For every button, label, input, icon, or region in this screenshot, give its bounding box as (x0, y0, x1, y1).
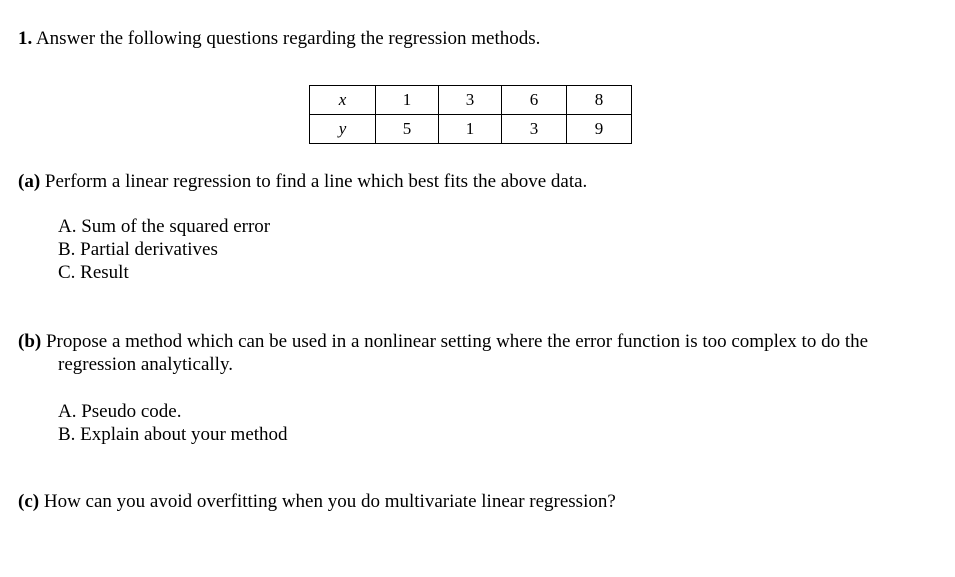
part-b-text-line2: regression analytically. (58, 354, 233, 375)
part-b-question (18, 331, 868, 353)
table-cell: 9 (567, 115, 632, 144)
question-number: 1. (18, 28, 33, 49)
table-row-y (310, 115, 632, 144)
table-cell: 5 (376, 115, 439, 144)
part-b-text-line1: Propose a method which can be used in a nonlinear setting where the error function is too complex to do the (41, 331, 869, 352)
list-item: B. Partial derivatives (58, 239, 218, 260)
list-item: A. Pseudo code. (58, 401, 182, 422)
question-heading (18, 28, 540, 50)
part-a-text: Perform a linear regression to find a line which best fits the above data. (40, 171, 588, 192)
table-cell: 1 (376, 86, 439, 115)
part-c-text: How can you avoid overfitting when you do multivariate linear regression? (39, 491, 616, 512)
table-cell: 1 (439, 115, 502, 144)
part-c-question (18, 491, 616, 513)
question-text: Answer the following questions regarding the regression methods. (32, 28, 541, 49)
part-b-items (58, 400, 288, 446)
table-cell: 3 (439, 86, 502, 115)
list-item: A. Sum of the squared error (58, 216, 271, 237)
table-cell: 3 (502, 115, 567, 144)
table-row-x (310, 86, 632, 115)
data-table (309, 85, 632, 144)
part-b-label: (b) (18, 331, 42, 352)
list-item: C. Result (58, 262, 129, 283)
table-cell: 6 (502, 86, 567, 115)
part-a-question (18, 171, 587, 193)
table-cell: 8 (567, 86, 632, 115)
table-header-x: x (310, 86, 376, 115)
part-a-label: (a) (18, 171, 41, 192)
data-table-container (309, 85, 632, 144)
table-header-y: y (310, 115, 376, 144)
list-item: B. Explain about your method (58, 424, 288, 445)
part-a-items (58, 215, 270, 284)
part-c-label: (c) (18, 491, 40, 512)
